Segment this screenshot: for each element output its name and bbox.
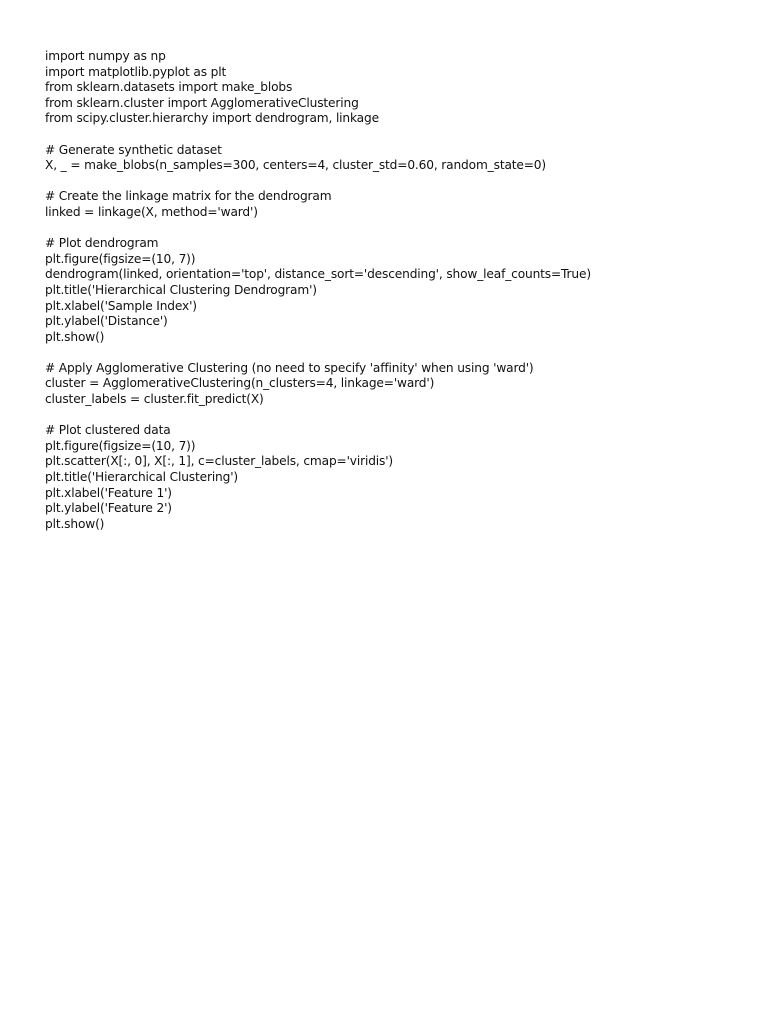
code-comment: # Plot clustered data [45,423,171,438]
code-line: plt.xlabel('Sample Index') [45,298,197,313]
code-line: plt.ylabel('Distance') [45,314,168,329]
code-line: plt.title('Hierarchical Clustering Dendrogram') [45,282,317,297]
code-line: import numpy as np [45,49,166,63]
code-comment: # Create the linkage matrix for the dendrogram [45,189,332,204]
code-line: plt.xlabel('Feature 1') [45,485,172,500]
code-comment: # Plot dendrogram [45,236,159,251]
code-line: plt.title('Hierarchical Clustering') [45,470,239,485]
blank-line [45,127,745,143]
code-line: plt.show() [45,329,105,344]
code-line: plt.ylabel('Feature 2') [45,501,172,516]
code-line: linked = linkage(X, method='ward') [45,204,258,219]
code-block [45,49,745,532]
code-line: plt.show() [45,516,105,531]
code-line: X, _ = make_blobs(n_samples=300, centers=4, cluster_std=0.60, random_state=0) [45,158,547,173]
blank-line [45,408,745,424]
code-line: dendrogram(linked, orientation='top', distance_sort='descending', show_leaf_counts=True) [45,267,591,282]
blank-line [45,345,745,361]
code-comment: # Generate synthetic dataset [45,142,222,157]
code-line: plt.scatter(X[:, 0], X[:, 1], c=cluster_labels, cmap='viridis') [45,454,394,469]
code-line: from sklearn.cluster import AgglomerativeClustering [45,95,359,110]
code-line: cluster_labels = cluster.fit_predict(X) [45,392,264,407]
code-comment: # Apply Agglomerative Clustering (no need to specify 'affinity' when using 'ward') [45,360,534,375]
blank-line [45,221,745,237]
code-line: plt.figure(figsize=(10, 7)) [45,251,196,266]
code-line: import matplotlib.pyplot as plt [45,64,227,79]
code-line: from sklearn.datasets import make_blobs [45,80,293,95]
blank-line [45,174,745,190]
code-line: from scipy.cluster.hierarchy import dendrogram, linkage [45,111,379,126]
code-line: cluster = AgglomerativeClustering(n_clusters=4, linkage='ward') [45,376,435,391]
code-line: plt.figure(figsize=(10, 7)) [45,438,196,453]
